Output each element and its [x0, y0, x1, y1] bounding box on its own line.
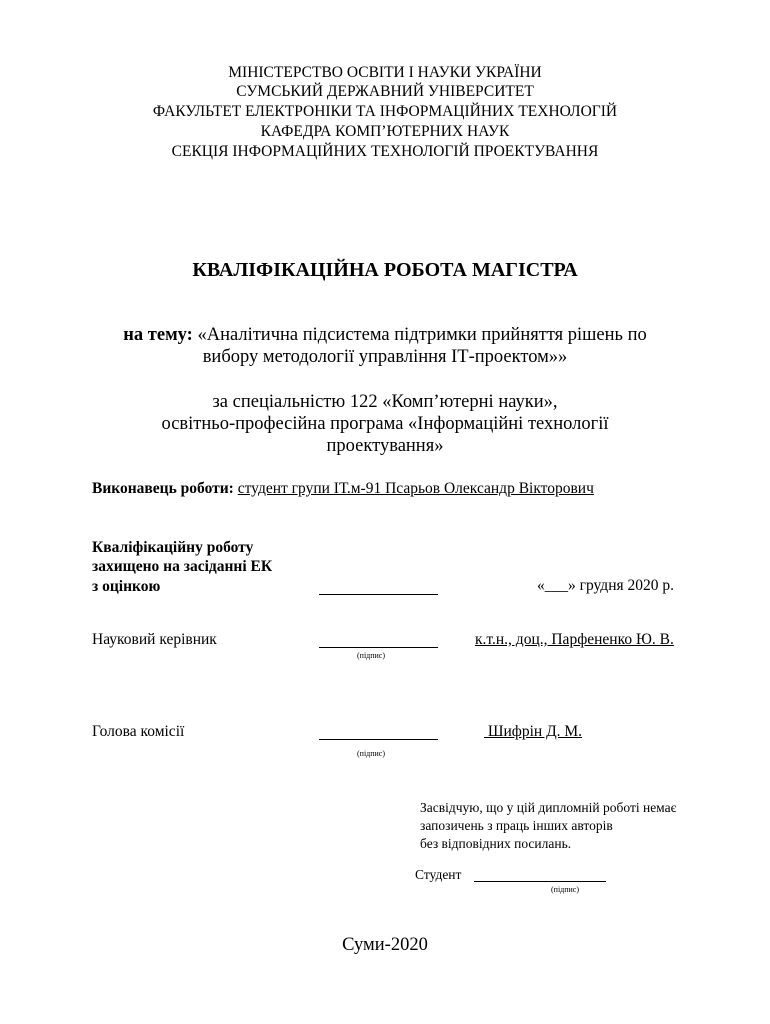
topic-text-1: «Аналітична підсистема підтримки прийняття рішень по — [197, 325, 647, 345]
defense-date: «___» грудня 2020 р. — [537, 577, 674, 594]
faculty-header: ФАКУЛЬТЕТ ЕЛЕКТРОНІКИ ТА ІНФОРМАЦІЙНИХ ТЕХНОЛОГІЙ — [152, 103, 618, 120]
student-signature-line — [474, 881, 606, 882]
supervisor-label: Науковий керівник — [92, 631, 217, 648]
commission-name: Шифрін Д. М. — [484, 723, 583, 740]
student-label: Студент — [415, 867, 462, 882]
university-header: СУМСЬКИЙ ДЕРЖАВНИЙ УНІВЕРСИТЕТ — [236, 83, 534, 100]
performer-value: студент групи ІТ.м-91 Псарьов Олександр Вікторович — [237, 480, 594, 497]
certification-line-1: Засвідчую, що у цій дипломній роботі немає — [420, 800, 677, 815]
topic-line-2: вибору методології управління ІТ-проектом»» — [202, 347, 568, 367]
commission-signature-caption: (підпис) — [357, 749, 386, 758]
student-signature-caption: (підпис) — [551, 885, 580, 894]
certification-line-3: без відповідних посилань. — [420, 836, 572, 851]
defense-line-3: з оцінкою — [92, 578, 161, 595]
grade-line — [319, 594, 438, 595]
commission-signature-line — [319, 739, 438, 740]
commission-label: Голова комісії — [92, 723, 185, 740]
specialty-line-1: за спеціальністю 122 «Комп’ютерні науки», — [212, 392, 558, 412]
topic-label: на тему: — [123, 325, 193, 345]
supervisor-signature-caption: (підпис) — [357, 651, 386, 660]
specialty-line-2: освітньо-професійна програма «Інформаційні технології — [161, 414, 609, 434]
footer-city-year: Суми-2020 — [342, 935, 428, 955]
performer-row — [92, 479, 594, 498]
performer-label: Виконавець роботи: — [92, 480, 234, 497]
supervisor-signature-line — [319, 647, 438, 648]
section-header: СЕКЦІЯ ІНФОРМАЦІЙНИХ ТЕХНОЛОГІЙ ПРОЕКТУВАННЯ — [171, 143, 599, 160]
topic-line-1 — [0, 324, 770, 346]
specialty-line-3: проектування» — [326, 436, 444, 456]
defense-line-1: Кваліфікаційну роботу — [92, 539, 254, 556]
defense-line-2: захищено на засіданні ЕК — [92, 558, 273, 575]
supervisor-name: к.т.н., доц., Парфененко Ю. В. — [475, 631, 674, 648]
department-header: КАФЕДРА КОМП’ЮТЕРНИХ НАУК — [260, 123, 510, 140]
ministry-header: МІНІСТЕРСТВО ОСВІТИ І НАУКИ УКРАЇНИ — [228, 64, 542, 81]
certification-line-2: запозичень з праць інших авторів — [420, 818, 613, 833]
document-title: КВАЛІФІКАЦІЙНА РОБОТА МАГІСТРА — [192, 259, 578, 281]
